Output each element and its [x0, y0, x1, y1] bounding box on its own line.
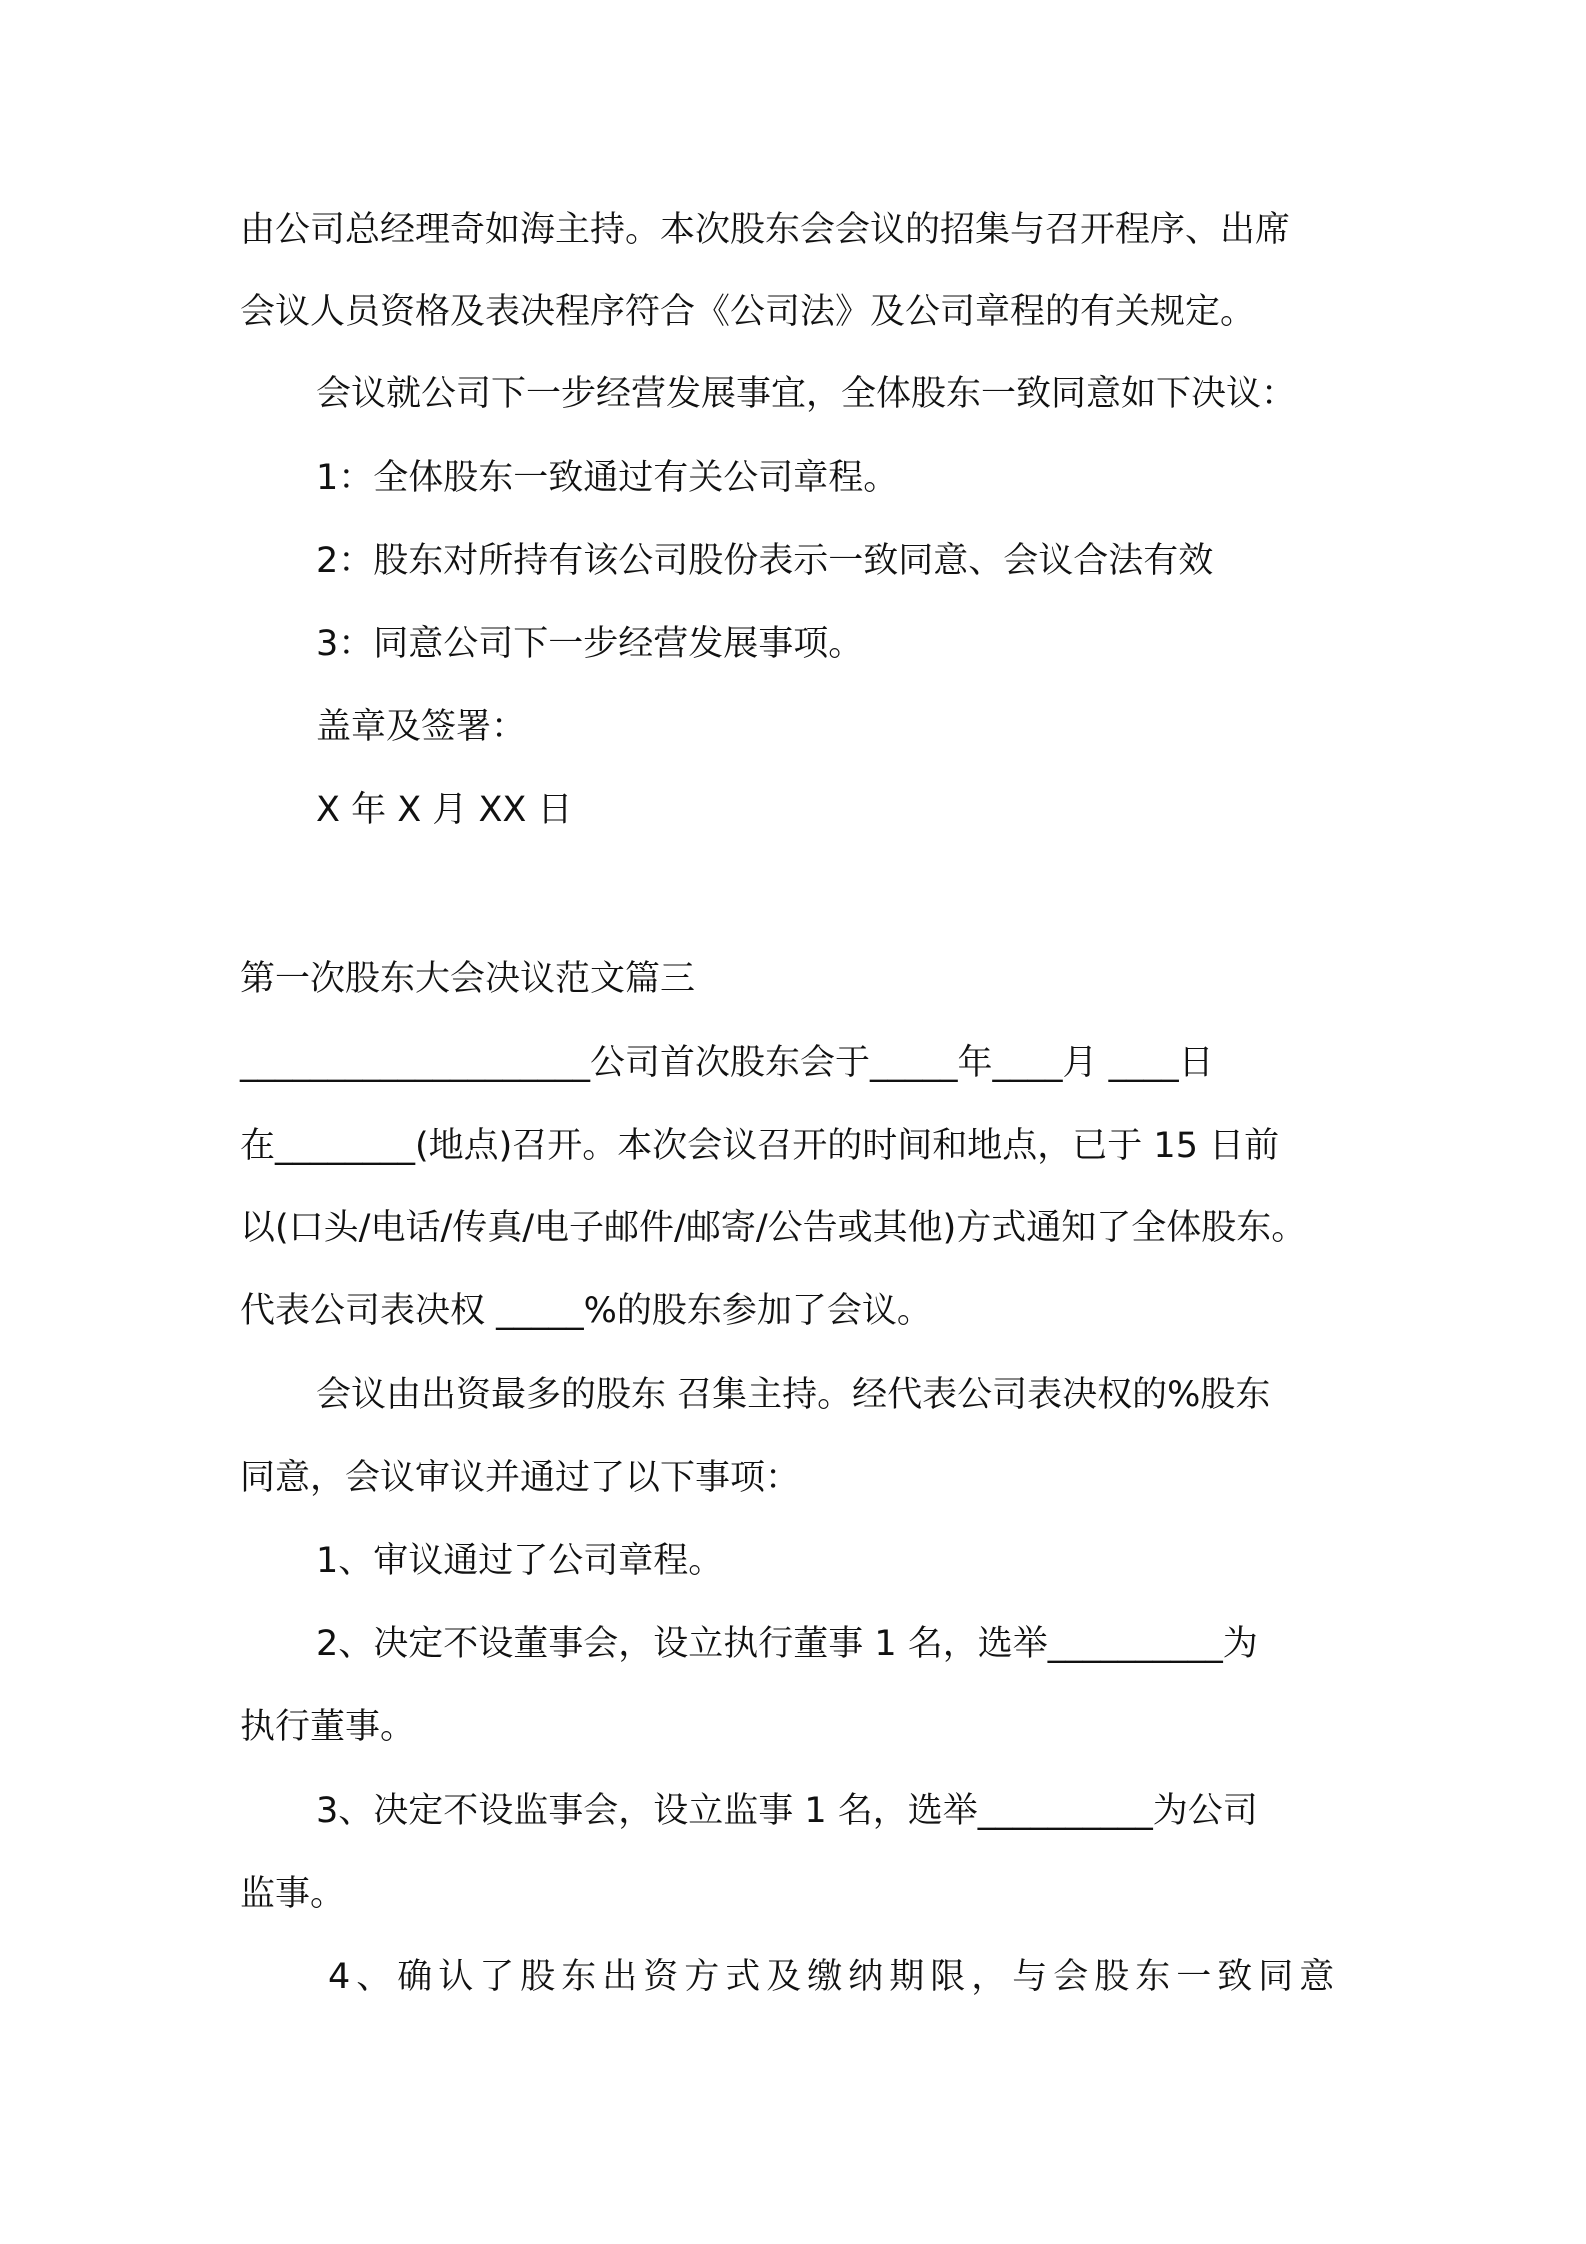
list-item-continuation: 执行董事。	[240, 1707, 416, 1747]
date-line: X 年 X 月 XX 日	[316, 790, 573, 830]
paragraph-line: 由公司总经理奇如海主持。本次股东会会议的招集与召开程序、出席	[240, 210, 1291, 250]
paragraph-line: 同意，会议审议并通过了以下事项：	[240, 1458, 801, 1498]
list-item-continuation: 监事。	[240, 1874, 346, 1914]
resolution-intro: 会议就公司下一步经营发展事宜，全体股东一致同意如下决议：	[316, 374, 1297, 414]
resolution-item: 3：同意公司下一步经营发展事项。	[316, 624, 864, 664]
list-item: 3、决定不设监事会，设立监事 1 名，选举__________为公司	[316, 1791, 1258, 1831]
resolution-item: 1：全体股东一致通过有关公司章程。	[316, 458, 899, 498]
paragraph-line: 在________(地点)召开。本次会议召开的时间和地点，已于 15 日前	[240, 1126, 1280, 1166]
paragraph-line: 会议人员资格及表决程序符合《公司法》及公司章程的有关规定。	[240, 292, 1256, 332]
paragraph-line: ____________________公司首次股东会于_____年____月 ____日	[240, 1043, 1214, 1083]
section-title: 第一次股东大会决议范文篇三	[240, 959, 696, 999]
list-item: 1、审议通过了公司章程。	[316, 1541, 724, 1581]
resolution-item: 2：股东对所持有该公司股份表示一致同意、会议合法有效	[316, 541, 1214, 581]
paragraph-line: 以(口头/电话/传真/电子邮件/邮寄/公告或其他)方式通知了全体股东。	[240, 1208, 1307, 1248]
list-item: 2、决定不设董事会，设立执行董事 1 名，选举__________为	[316, 1624, 1258, 1664]
list-item: 4、确认了股东出资方式及缴纳期限，与会股东一致同意	[328, 1957, 1341, 1997]
paragraph-line: 会议由出资最多的股东 召集主持。经代表公司表决权的%股东	[316, 1375, 1271, 1415]
paragraph-line: 代表公司表决权 _____%的股东参加了会议。	[240, 1291, 932, 1331]
signature-label: 盖章及签署：	[316, 707, 527, 747]
